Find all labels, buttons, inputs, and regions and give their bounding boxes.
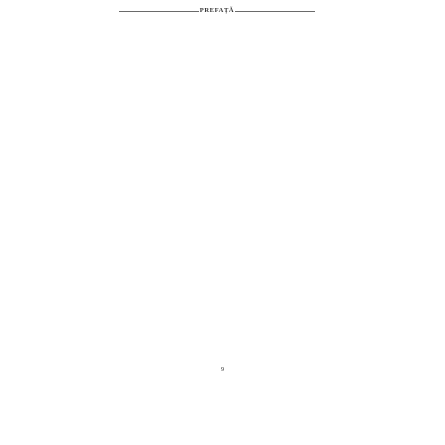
header-rule-right: [235, 11, 315, 12]
page-number: 9: [221, 367, 224, 373]
running-header: [119, 6, 315, 16]
header-title: PREFAȚĂ: [199, 7, 235, 14]
header-rule-left: [119, 11, 199, 12]
body-text: [120, 22, 316, 357]
